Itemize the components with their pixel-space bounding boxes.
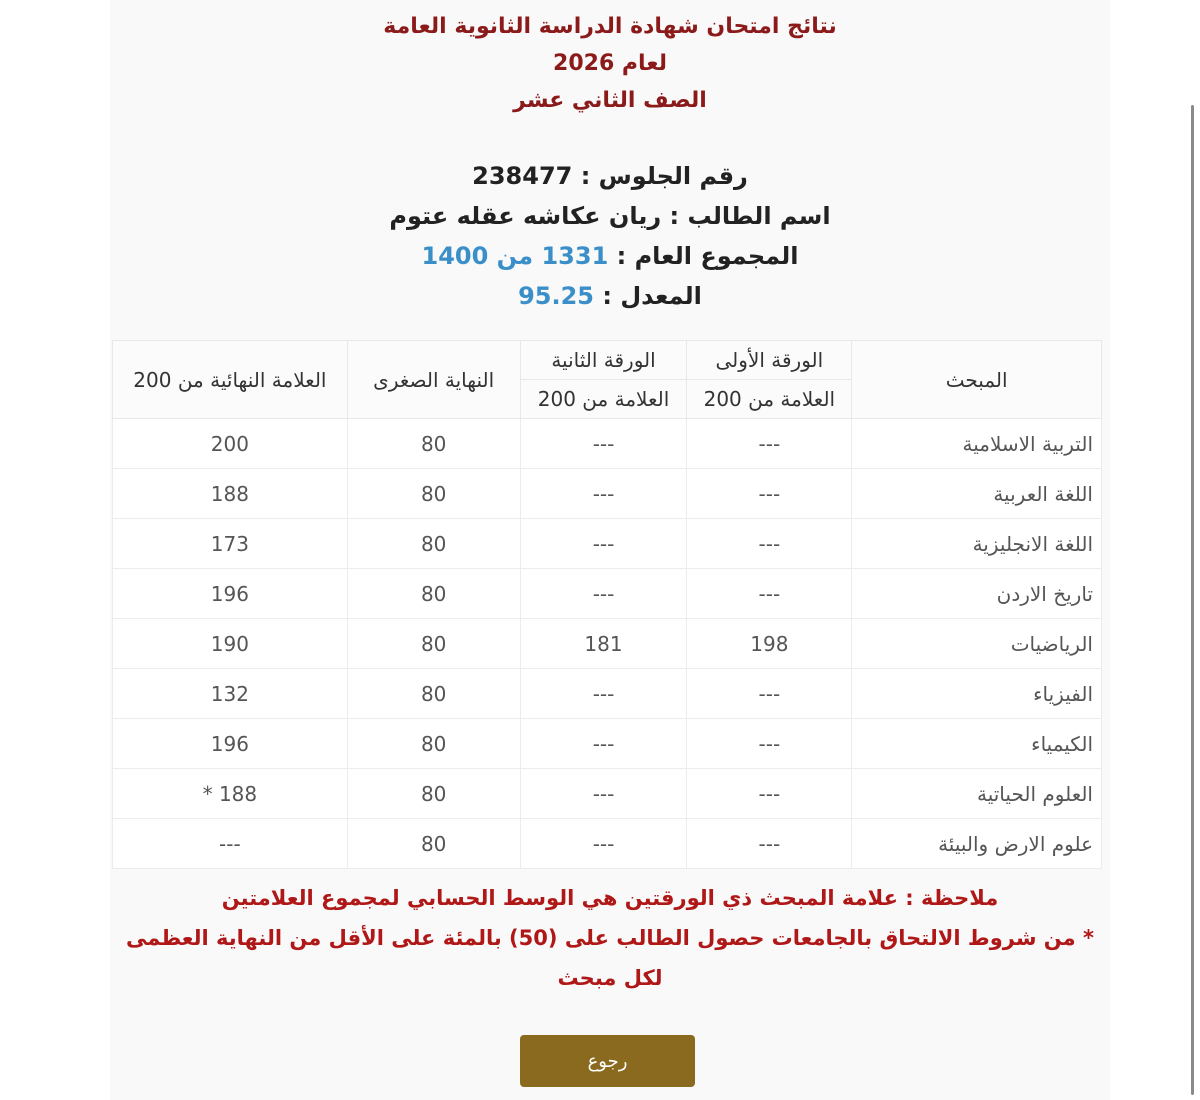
min-pass-score: 80 xyxy=(347,469,520,519)
subject-name: التربية الاسلامية xyxy=(852,419,1102,469)
paper1-score: --- xyxy=(687,719,852,769)
note-admission-condition: * من شروط الالتحاق بالجامعات حصول الطالب على (50) بالمئة على الأقل من النهاية العظمى xyxy=(126,926,1094,950)
header-paper2: الورقة الثانية xyxy=(520,341,687,380)
student-name-row xyxy=(110,196,1110,236)
paper1-score: 198 xyxy=(687,619,852,669)
subject-name: اللغة الانجليزية xyxy=(852,519,1102,569)
table-row xyxy=(113,569,1102,619)
table-row xyxy=(113,619,1102,669)
exam-year: لعام 2026 xyxy=(553,51,667,76)
results-table xyxy=(112,340,1102,869)
back-button[interactable]: رجوع xyxy=(520,1035,695,1087)
final-score: 188 xyxy=(113,469,348,519)
paper1-score: --- xyxy=(687,819,852,869)
total-score-value: 1331 من 1400 xyxy=(421,242,609,270)
grade-level: الصف الثاني عشر xyxy=(513,88,707,113)
table-row xyxy=(113,819,1102,869)
paper1-score: --- xyxy=(687,769,852,819)
page-title: نتائج امتحان شهادة الدراسة الثانوية العامة xyxy=(383,14,837,39)
min-pass-score: 80 xyxy=(347,419,520,469)
subject-name: علوم الارض والبيئة xyxy=(852,819,1102,869)
seat-number-label: رقم الجلوس : xyxy=(580,162,748,190)
paper1-score: --- xyxy=(687,669,852,719)
final-score: 132 xyxy=(113,669,348,719)
vertical-scrollbar[interactable] xyxy=(1191,105,1194,1095)
paper2-score: --- xyxy=(520,769,687,819)
final-score: --- xyxy=(113,819,348,869)
paper2-score: 181 xyxy=(520,619,687,669)
paper2-score: --- xyxy=(520,819,687,869)
final-score: 190 xyxy=(113,619,348,669)
min-pass-score: 80 xyxy=(347,769,520,819)
results-table-body xyxy=(113,419,1102,869)
paper1-score: --- xyxy=(687,419,852,469)
note-admission-condition-cont: لكل مبحث xyxy=(557,966,663,990)
results-page xyxy=(110,0,1110,1100)
final-score: 188 * xyxy=(113,769,348,819)
average-value: 95.25 xyxy=(518,282,595,310)
seat-number-row xyxy=(110,156,1110,196)
paper2-score: --- xyxy=(520,569,687,619)
final-score: 196 xyxy=(113,719,348,769)
min-pass-score: 80 xyxy=(347,619,520,669)
student-name-label: اسم الطالب : xyxy=(669,202,831,230)
paper1-score: --- xyxy=(687,469,852,519)
final-score: 173 xyxy=(113,519,348,569)
min-pass-score: 80 xyxy=(347,569,520,619)
min-pass-score: 80 xyxy=(347,669,520,719)
table-row xyxy=(113,769,1102,819)
paper2-score: --- xyxy=(520,519,687,569)
average-label: المعدل : xyxy=(602,282,702,310)
table-row xyxy=(113,469,1102,519)
results-table-header xyxy=(113,341,1102,419)
average-row xyxy=(110,276,1110,316)
paper2-score: --- xyxy=(520,419,687,469)
subject-name: العلوم الحياتية xyxy=(852,769,1102,819)
paper2-score: --- xyxy=(520,469,687,519)
header-paper1: الورقة الأولى xyxy=(687,341,852,380)
subject-name: الفيزياء xyxy=(852,669,1102,719)
header-paper1-out-of: العلامة من 200 xyxy=(687,380,852,419)
subject-name: الكيمياء xyxy=(852,719,1102,769)
note-averaging: ملاحظة : علامة المبحث ذي الورقتين هي الوسط الحسابي لمجموع العلامتين xyxy=(221,886,999,910)
subject-name: اللغة العربية xyxy=(852,469,1102,519)
table-row xyxy=(113,519,1102,569)
final-score: 196 xyxy=(113,569,348,619)
notes-section xyxy=(110,878,1110,998)
header-final-score: العلامة النهائية من 200 xyxy=(113,341,348,419)
header-paper2-out-of: العلامة من 200 xyxy=(520,380,687,419)
table-row xyxy=(113,669,1102,719)
total-score-row xyxy=(110,236,1110,276)
total-score-label: المجموع العام : xyxy=(616,242,799,270)
final-score: 200 xyxy=(113,419,348,469)
header-subject: المبحث xyxy=(852,341,1102,419)
seat-number-value: 238477 xyxy=(472,162,573,190)
page-header xyxy=(110,8,1110,119)
subject-name: الرياضيات xyxy=(852,619,1102,669)
paper2-score: --- xyxy=(520,669,687,719)
student-info xyxy=(110,156,1110,316)
min-pass-score: 80 xyxy=(347,719,520,769)
paper2-score: --- xyxy=(520,719,687,769)
min-pass-score: 80 xyxy=(347,819,520,869)
paper1-score: --- xyxy=(687,519,852,569)
student-name-value: ريان عكاشه عقله عتوم xyxy=(389,202,662,230)
table-row xyxy=(113,719,1102,769)
min-pass-score: 80 xyxy=(347,519,520,569)
table-row xyxy=(113,419,1102,469)
subject-name: تاريخ الاردن xyxy=(852,569,1102,619)
paper1-score: --- xyxy=(687,569,852,619)
header-min-pass: النهاية الصغرى xyxy=(347,341,520,419)
